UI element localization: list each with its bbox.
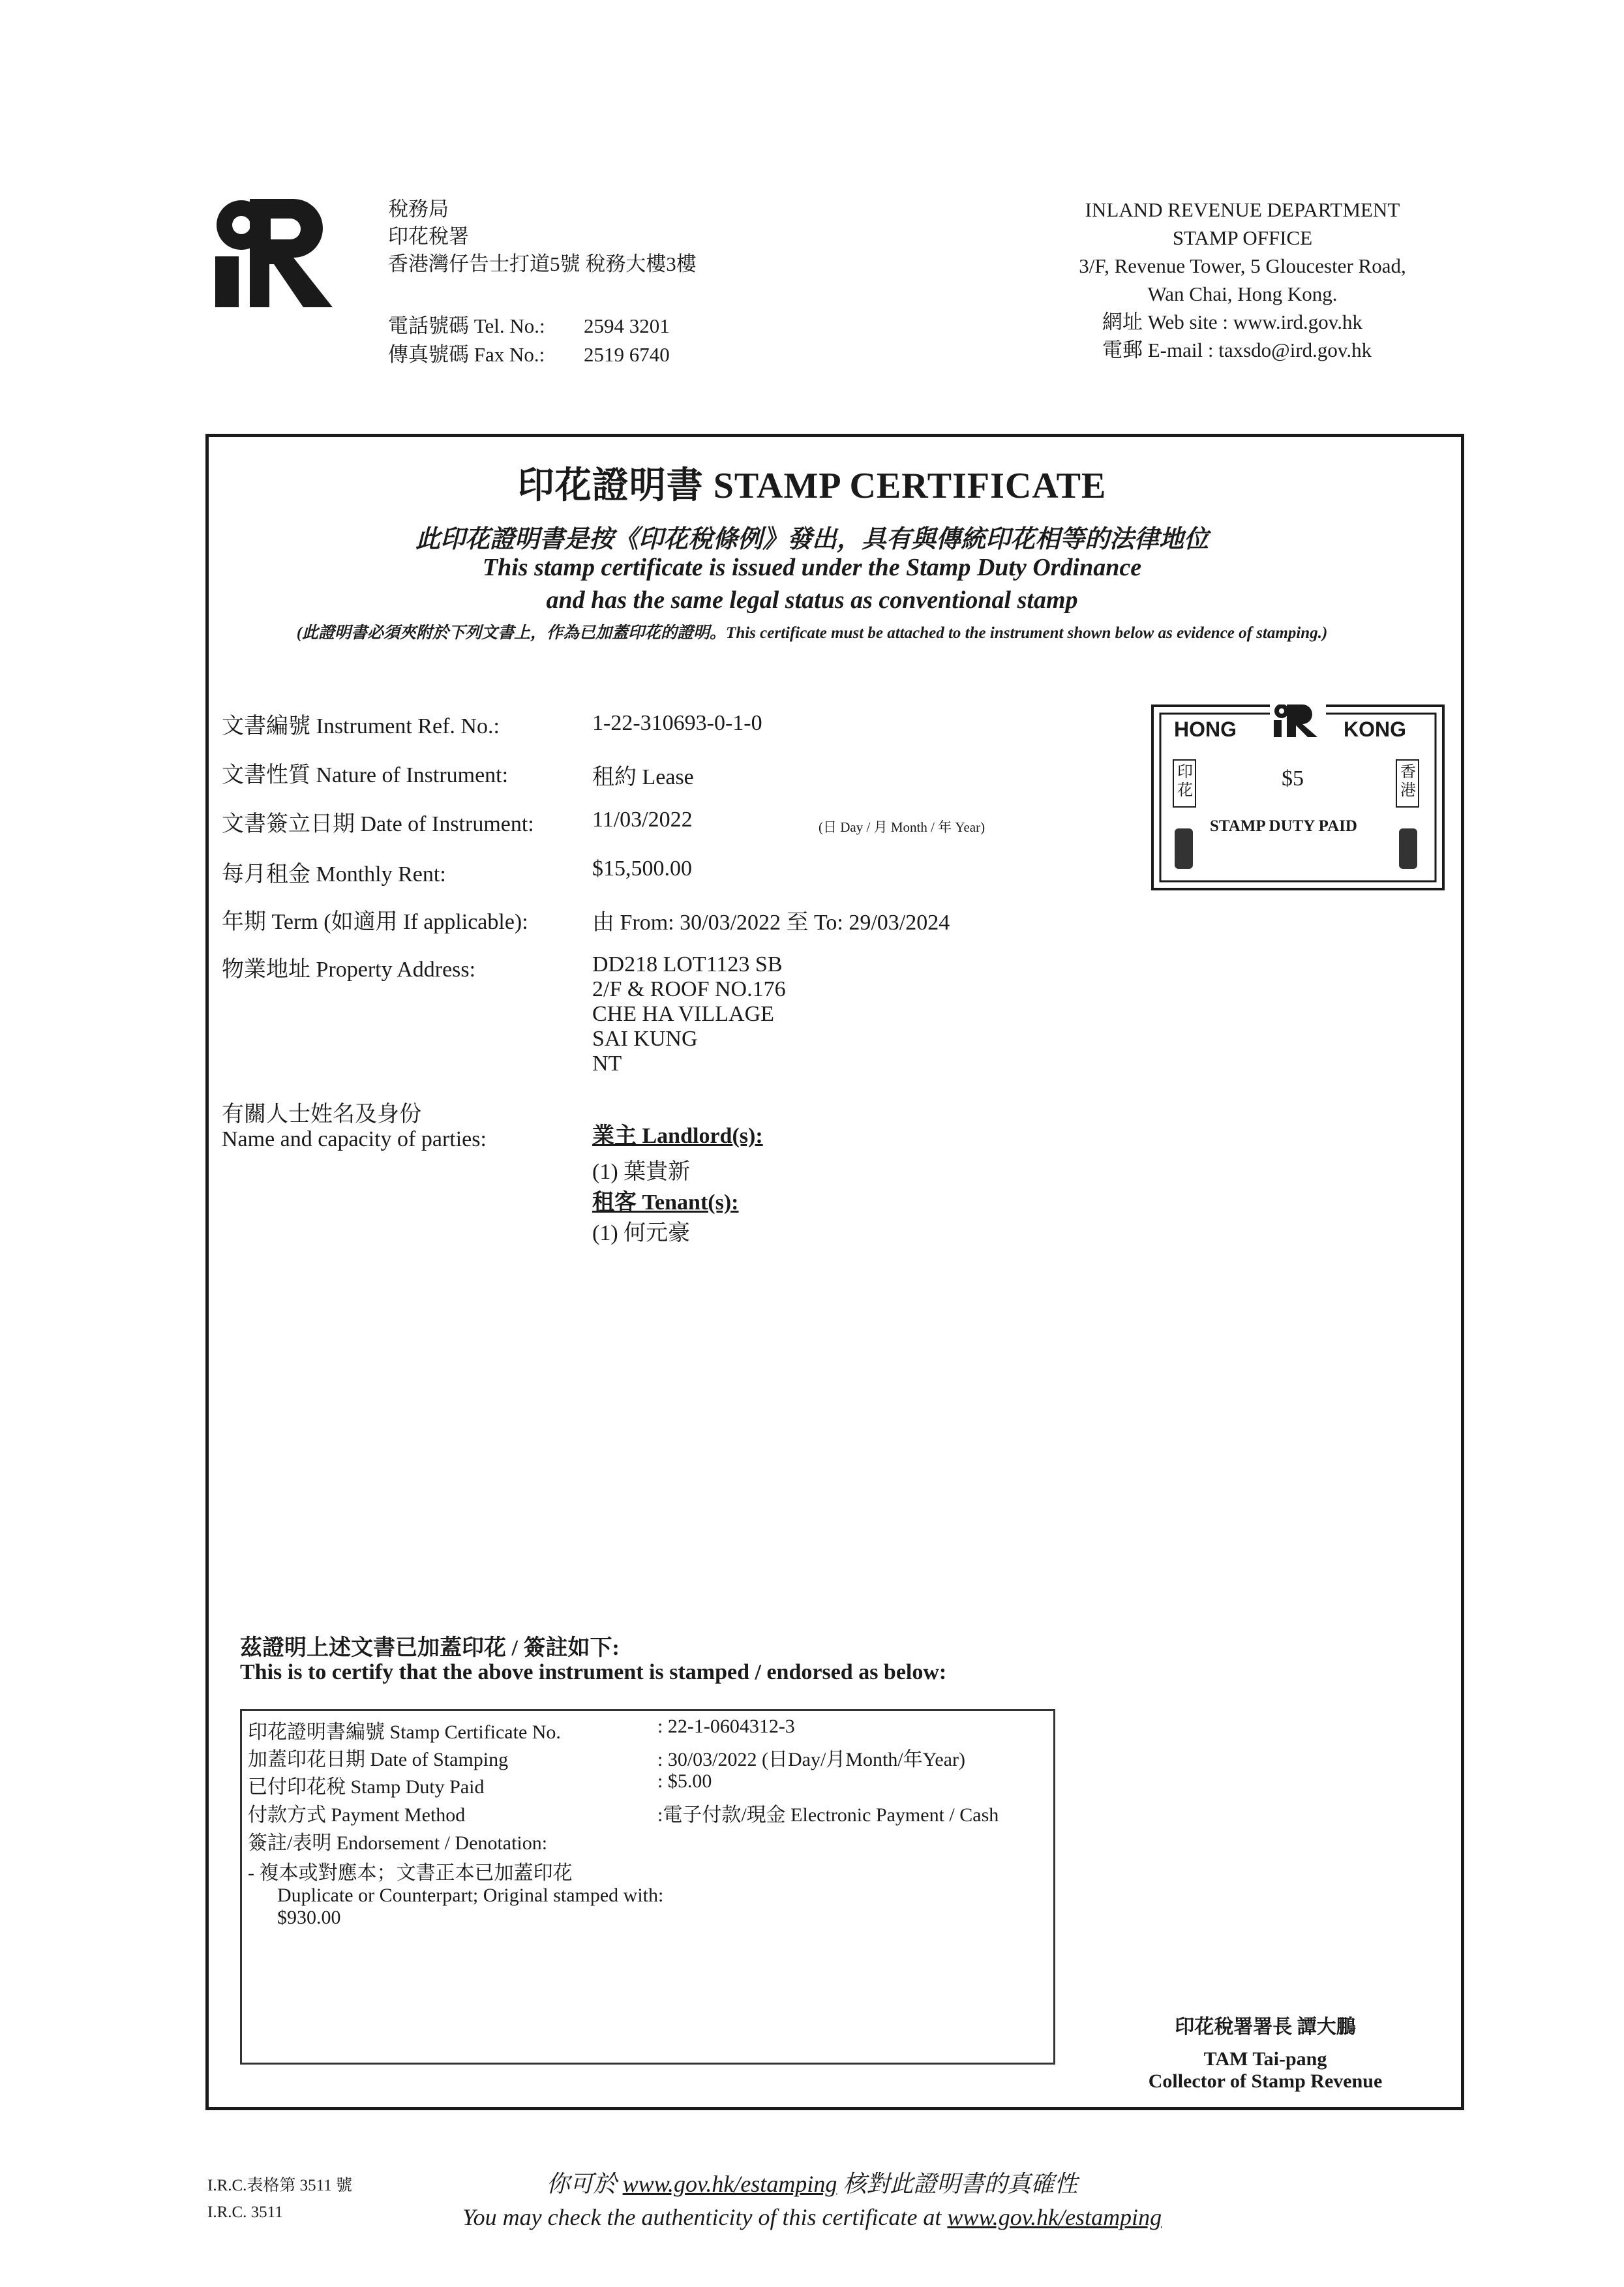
- fax-value: 2519 6740: [584, 343, 670, 366]
- verify-zh-pre: 你可於: [546, 2171, 623, 2197]
- tenant-name: (1) 何元豪: [592, 1221, 691, 1245]
- parties-label: [222, 1102, 487, 1152]
- dept-name-zh: 稅務局: [388, 198, 449, 220]
- fax-label: 傳真號碼 Fax No.:: [388, 343, 545, 366]
- parties-label-zh: 有關人士姓名及身份: [222, 1102, 421, 1127]
- date-format-hint: (日 Day / 月 Month / 年 Year): [819, 819, 985, 835]
- address-line: NT: [592, 1052, 622, 1076]
- rent-label: 每月租金 Monthly Rent:: [222, 862, 446, 886]
- landlord-name: (1) 葉貴新: [592, 1160, 691, 1184]
- nature-value: 租約 Lease: [592, 765, 694, 789]
- certificate-title: 印花證明書 STAMP CERTIFICATE: [517, 466, 1107, 506]
- ird-logo: [212, 192, 336, 310]
- verify-en-pre: You may check the authenticity of this certificate at: [462, 2204, 948, 2230]
- duty-label: 已付印花稅 Stamp Duty Paid: [248, 1776, 485, 1798]
- date-label: 文書簽立日期 Date of Instrument:: [222, 812, 534, 836]
- verify-link-zh[interactable]: www.gov.hk/estamping: [622, 2171, 837, 2197]
- property-address: [592, 952, 786, 1076]
- endorsement-line-2: Duplicate or Counterpart; Original stamped with:: [277, 1885, 664, 1906]
- stamp-left-chars: 印花: [1177, 764, 1193, 799]
- header-right: [1014, 196, 1471, 364]
- term-label: 年期 Term (如適用 If applicable):: [222, 910, 528, 934]
- form-number-zh: I.R.C.表格第 3511 號: [207, 2177, 352, 2194]
- payment-label: 付款方式 Payment Method: [248, 1804, 466, 1826]
- address-en-1: 3/F, Revenue Tower, 5 Gloucester Road,: [1079, 254, 1406, 277]
- endorsement-text: [248, 1862, 663, 1929]
- header-contact: [388, 312, 670, 369]
- verify-line-zh: [0, 2166, 1624, 2199]
- header-left: [388, 196, 697, 278]
- tel-label: 電話號碼 Tel. No.:: [388, 314, 545, 337]
- form-number-en: I.R.C. 3511: [207, 2204, 283, 2221]
- subtitle-zh: 此印花證明書是按《印花稅條例》發出，具有與傳統印花相等的法律地位: [415, 526, 1209, 553]
- cert-no-value: : 22-1-0604312-3: [657, 1716, 795, 1737]
- payment-value: :電子付款/現金 Electronic Payment / Cash: [657, 1804, 999, 1826]
- dept-name-en: INLAND REVENUE DEPARTMENT: [1085, 198, 1400, 221]
- stamp-date-label: 加蓋印花日期 Date of Stamping: [248, 1749, 509, 1770]
- rent-value: $15,500.00: [592, 856, 692, 881]
- certify-line-zh: 茲證明上述文書已加蓋印花 / 簽註如下:: [240, 1636, 620, 1660]
- ref-label: 文書編號 Instrument Ref. No.:: [222, 714, 500, 738]
- nature-label: 文書性質 Nature of Instrument:: [222, 763, 509, 787]
- stamp-paid-label: STAMP DUTY PAID: [1210, 817, 1357, 835]
- subtitle-en-1: This stamp certificate is issued under the Stamp Duty Ordinance: [482, 554, 1142, 581]
- date-value: 11/03/2022: [592, 808, 693, 832]
- collector-title-en: Collector of Stamp Revenue: [1148, 2070, 1383, 2092]
- verify-zh-post: 核對此證明書的真確性: [837, 2171, 1078, 2197]
- address-line: DD218 LOT1123 SB: [592, 952, 783, 977]
- duty-value: : $5.00: [657, 1770, 712, 1792]
- ref-value: 1-22-310693-0-1-0: [592, 711, 762, 735]
- verify-link-en[interactable]: www.gov.hk/estamping: [947, 2204, 1162, 2230]
- stamp-amount: $5: [1282, 766, 1304, 791]
- endorsement-line-3: $930.00: [277, 1907, 341, 1928]
- collector-name: TAM Tai-pang: [1203, 2048, 1327, 2070]
- certify-line-en: This is to certify that the above instrument is stamped / endorsed as below:: [240, 1660, 947, 1684]
- office-name-en: STAMP OFFICE: [1172, 226, 1313, 249]
- office-name-zh: 印花稅署: [388, 225, 469, 248]
- email: 電郵 E-mail : taxsdo@ird.gov.hk: [1102, 339, 1372, 361]
- collector-title-zh: 印花稅署署長 譚大鵬: [1175, 2016, 1356, 2038]
- parties-label-en: Name and capacity of parties:: [222, 1127, 487, 1151]
- address-en-2: Wan Chai, Hong Kong.: [1147, 282, 1338, 305]
- verify-line-en: [0, 2204, 1624, 2231]
- stamp-hong: HONG: [1174, 718, 1237, 741]
- endorsement-line-1: - 複本或對應本；文書正本已加蓋印花: [248, 1862, 573, 1884]
- stamp-right-chars: 香港: [1400, 764, 1416, 799]
- subtitle-en-2: and has the same legal status as conventional stamp: [546, 586, 1078, 614]
- stamp-date-value: : 30/03/2022 (日Day/月Month/年Year): [657, 1749, 965, 1770]
- tel-value: 2594 3201: [584, 314, 670, 337]
- stamp-kong: KONG: [1344, 718, 1406, 741]
- tenant-heading: 租客 Tenant(s):: [592, 1190, 739, 1215]
- address-zh: 香港灣仔告士打道5號 稅務大樓3樓: [388, 252, 697, 275]
- address-line: SAI KUNG: [592, 1027, 698, 1051]
- landlord-heading: 業主 Landlord(s):: [592, 1124, 763, 1148]
- address-line: 2/F & ROOF NO.176: [592, 977, 786, 1001]
- website: 網址 Web site : www.ird.gov.hk: [1102, 310, 1363, 333]
- endorsement-label: 簽註/表明 Endorsement / Denotation:: [248, 1832, 548, 1854]
- address-line: CHE HA VILLAGE: [592, 1002, 774, 1026]
- collector-block: [1096, 2048, 1435, 2093]
- term-value: 由 From: 30/03/2022 至 To: 29/03/2024: [592, 911, 950, 935]
- attachment-note: (此證明書必須夾附於下列文書上，作為已加蓋印花的證明。This certificate must be attached to the instrument shown below as evidence of stamping.): [296, 624, 1328, 642]
- cert-no-label: 印花證明書編號 Stamp Certificate No.: [248, 1721, 561, 1743]
- address-label: 物業地址 Property Address:: [222, 958, 476, 982]
